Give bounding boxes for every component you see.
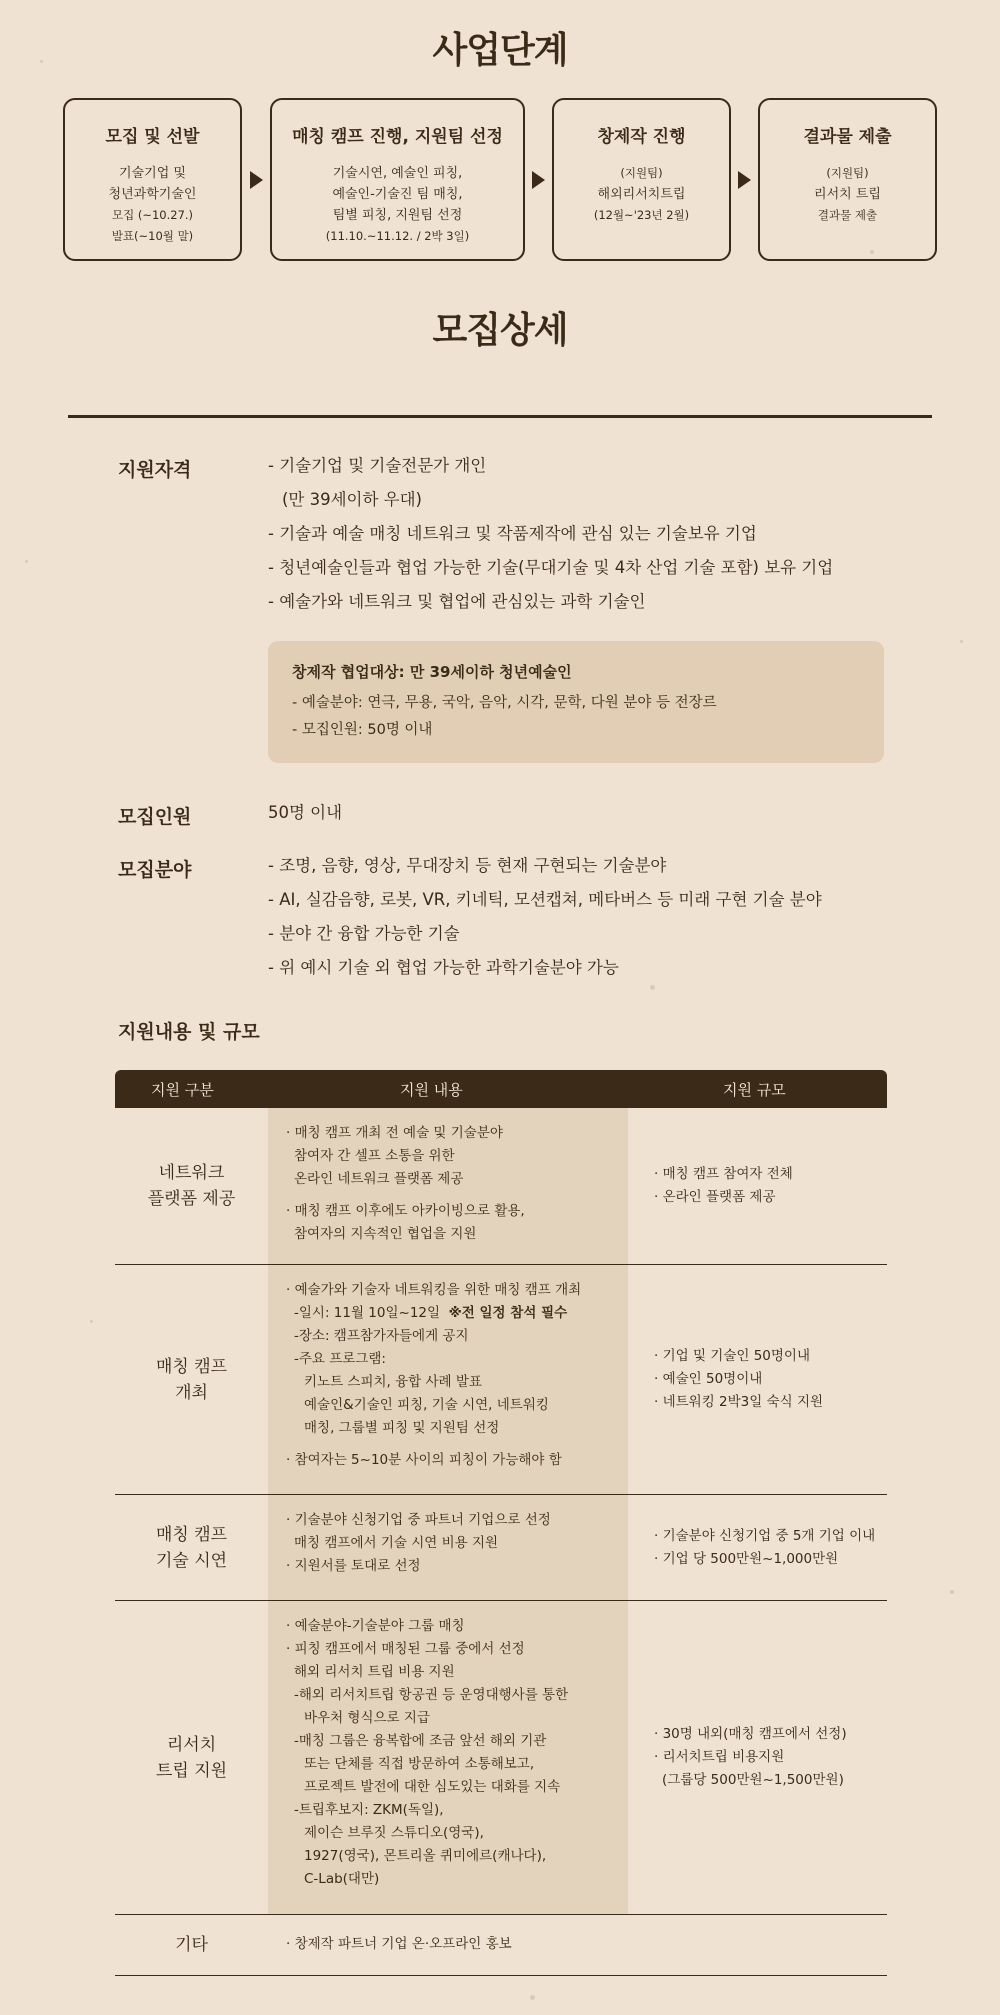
table-row: [115, 1108, 887, 1265]
steps-section-title: 사업단계: [432, 30, 568, 71]
content-line: -일시: 11월 10일~12일: [294, 1305, 441, 1321]
category-line: 리서치: [166, 1734, 217, 1755]
row-content: [268, 1601, 628, 1914]
eligibility-list: [268, 449, 833, 619]
content-line: 키노트 스피치, 융합 사례 발표: [304, 1374, 482, 1390]
callout-line: - 예술분야: 연극, 무용, 국악, 음악, 시각, 문학, 다원 분야 등 전장르: [292, 695, 717, 711]
category-line: 기타: [175, 1935, 208, 1955]
callout-title: 창제작 협업대상: 만 39세이하 청년예술인: [292, 663, 572, 681]
scale-line: · 기술분야 신청기업 중 5개 기업 이내: [654, 1527, 876, 1544]
content-line: 참여자의 지속적인 협업을 지원: [294, 1226, 477, 1242]
content-line: · 예술가와 기술자 네트워킹을 위한 매칭 캠프 개최: [286, 1282, 582, 1298]
scale-line: · 네트워킹 2박3일 숙식 지원: [654, 1394, 824, 1410]
step-line: (지원팀): [826, 166, 869, 180]
step-line: 기술시연, 예술인 피칭,: [332, 166, 463, 181]
content-line: -해외 리서치트립 항공권 등 운영대행사를 통한: [294, 1687, 569, 1703]
support-label: 지원내용 및 규모: [118, 1021, 260, 1043]
table-row: [115, 1495, 887, 1601]
row-content: [268, 1915, 628, 1975]
step-line: 결과물 제출: [817, 208, 878, 222]
row-content: [268, 1495, 628, 1600]
content-line: 제이슨 브루짓 스튜디오(영국),: [304, 1825, 484, 1841]
list-item: (만 39세이하 우대): [282, 490, 422, 509]
category-line: 매칭 캠프: [155, 1524, 228, 1545]
scale-line: · 기업 당 500만원~1,000만원: [654, 1550, 839, 1567]
content-line: 1927(영국), 몬트리올 퀴미에르(캐나다),: [304, 1848, 547, 1864]
support-table: [115, 1070, 887, 1976]
arrow-right-icon: [532, 171, 545, 189]
category-line: 플랫폼 제공: [147, 1189, 236, 1209]
recruit-count-value: 50명 이내: [268, 803, 343, 822]
table-row: [115, 1601, 887, 1915]
arrow-right-icon: [738, 171, 751, 189]
category-line: 네트워크: [158, 1163, 225, 1183]
table-row: [115, 1265, 887, 1495]
content-line: 바우처 형식으로 지급: [304, 1710, 430, 1726]
details-section-title: 모집상세: [432, 310, 568, 351]
list-item: - 위 예시 기술 외 협업 가능한 과학기술분야 가능: [268, 958, 619, 977]
table-header: [115, 1070, 887, 1108]
scale-line: (그룹당 500만원~1,500만원): [662, 1772, 844, 1788]
scale-line: · 리서치트립 비용지원: [654, 1749, 785, 1765]
row-category: [115, 1108, 268, 1264]
recruit-count-label: 모집인원: [118, 806, 192, 828]
content-line: · 예술분야-기술분야 그룹 매칭: [286, 1618, 465, 1634]
step-line: 모집 (~10.27.): [111, 208, 194, 222]
row-content: [268, 1108, 628, 1264]
scale-line: · 기업 및 기술인 50명이내: [654, 1348, 811, 1364]
step-title: 창제작 진행: [597, 127, 686, 147]
step-line: 예술인-기술진 팀 매칭,: [332, 187, 463, 202]
content-line: -장소: 캠프참가자들에게 공지: [294, 1328, 469, 1344]
fields-label: 모집분야: [118, 859, 192, 881]
divider: [68, 415, 932, 418]
content-line: 온라인 네트워크 플랫폼 제공: [294, 1171, 464, 1187]
content-line: -트립후보지: ZKM(독일),: [294, 1802, 444, 1818]
content-line: 또는 단체를 직접 방문하여 소통해보고,: [304, 1756, 535, 1772]
step-line: (지원팀): [620, 166, 663, 180]
step-line: 발표(~10월 말): [111, 229, 194, 243]
content-line: -매칭 그룹은 융복합에 조금 앞선 해외 기관: [294, 1733, 547, 1749]
step-line: (11.10.~11.12. / 2박 3일): [325, 229, 470, 243]
step-title: 결과물 제출: [803, 127, 892, 147]
content-line: · 피칭 캠프에서 매칭된 그룹 중에서 선정: [286, 1641, 525, 1657]
scale-line: · 매칭 캠프 참여자 전체: [654, 1166, 793, 1182]
scale-line: · 온라인 플랫폼 제공: [654, 1189, 776, 1205]
step-line: 기술기업 및: [119, 166, 186, 181]
step-card-recruit: [63, 98, 242, 261]
list-item: - AI, 실감음향, 로봇, VR, 키네틱, 모션캡쳐, 메타버스 등 미래 구현 기술 분야: [268, 890, 822, 909]
row-scale: [628, 1265, 887, 1494]
content-line: -주요 프로그램:: [294, 1351, 386, 1367]
step-title: 모집 및 선발: [105, 127, 200, 147]
eligibility-label: 지원자격: [118, 459, 192, 481]
list-item: - 기술기업 및 기술전문가 개인: [268, 456, 487, 475]
step-card-results: [758, 98, 937, 261]
content-line: 매칭, 그룹별 피칭 및 지원팀 선정: [304, 1420, 500, 1436]
row-scale: [628, 1108, 887, 1264]
row-category: [115, 1915, 268, 1975]
step-line: 청년과학기술인: [108, 187, 197, 202]
column-header: 지원 구분: [151, 1081, 214, 1099]
content-line: · 창제작 파트너 기업 온·오프라인 홍보: [286, 1936, 512, 1952]
content-line: C-Lab(대만): [304, 1871, 380, 1887]
content-line: 예술인&기술인 피칭, 기술 시연, 네트워킹: [304, 1397, 549, 1413]
content-line: · 지원서를 토대로 선정: [286, 1558, 421, 1574]
category-line: 트립 지원: [155, 1760, 228, 1781]
list-item: - 예술가와 네트워크 및 협업에 관심있는 과학 기술인: [268, 592, 646, 611]
content-line: 참여자 간 셀프 소통을 위한: [294, 1148, 455, 1164]
callout-line: - 모집인원: 50명 이내: [292, 722, 433, 738]
step-line: 해외리서치트립: [597, 187, 686, 202]
step-line: 팀별 피칭, 지원팀 선정: [332, 208, 463, 223]
collaboration-callout: [268, 641, 884, 763]
step-line: (12월~'23년 2월): [593, 208, 690, 222]
table-row: [115, 1915, 887, 1976]
step-line: 리서치 트립: [814, 187, 881, 202]
fields-list: [268, 849, 822, 985]
content-line: · 기술분야 신청기업 중 파트너 기업으로 선정: [286, 1512, 551, 1528]
row-category: [115, 1601, 268, 1914]
row-content: [268, 1265, 628, 1494]
category-line: 매칭 캠프: [155, 1356, 228, 1377]
row-scale: [628, 1495, 887, 1600]
column-header: 지원 규모: [723, 1081, 786, 1099]
content-line: · 참여자는 5~10분 사이의 피칭이 가능해야 함: [286, 1452, 562, 1468]
step-card-matching-camp: [270, 98, 525, 261]
scale-line: · 30명 내외(매칭 캠프에서 선정): [654, 1726, 847, 1742]
row-category: [115, 1495, 268, 1600]
step-card-production: [552, 98, 731, 261]
list-item: - 분야 간 융합 가능한 기술: [268, 924, 460, 943]
step-title: 매칭 캠프 진행, 지원팀 선정: [292, 127, 503, 147]
category-line: 기술 시연: [155, 1550, 228, 1571]
content-line: · 매칭 캠프 이후에도 아카이빙으로 활용,: [286, 1203, 525, 1219]
list-item: - 청년예술인들과 협업 가능한 기술(무대기술 및 4차 산업 기술 포함) 보유 기업: [268, 558, 834, 577]
row-scale: [628, 1601, 887, 1914]
content-line: 해외 리서치 트립 비용 지원: [294, 1664, 455, 1680]
row-category: [115, 1265, 268, 1494]
arrow-right-icon: [250, 171, 263, 189]
content-line: · 매칭 캠프 개최 전 예술 및 기술분야: [286, 1125, 503, 1141]
content-line-emphasis: ※전 일정 참석 필수: [448, 1305, 568, 1321]
content-line: 매칭 캠프에서 기술 시연 비용 지원: [294, 1535, 499, 1551]
column-header: 지원 내용: [400, 1081, 463, 1099]
list-item: - 기술과 예술 매칭 네트워크 및 작품제작에 관심 있는 기술보유 기업: [268, 524, 757, 543]
scale-line: · 예술인 50명이내: [654, 1371, 763, 1387]
content-line: 프로젝트 발전에 대한 심도있는 대화를 지속: [304, 1779, 561, 1795]
business-steps: [63, 98, 937, 263]
category-line: 개최: [175, 1382, 208, 1403]
list-item: - 조명, 음향, 영상, 무대장치 등 현재 구현되는 기술분야: [268, 856, 667, 875]
